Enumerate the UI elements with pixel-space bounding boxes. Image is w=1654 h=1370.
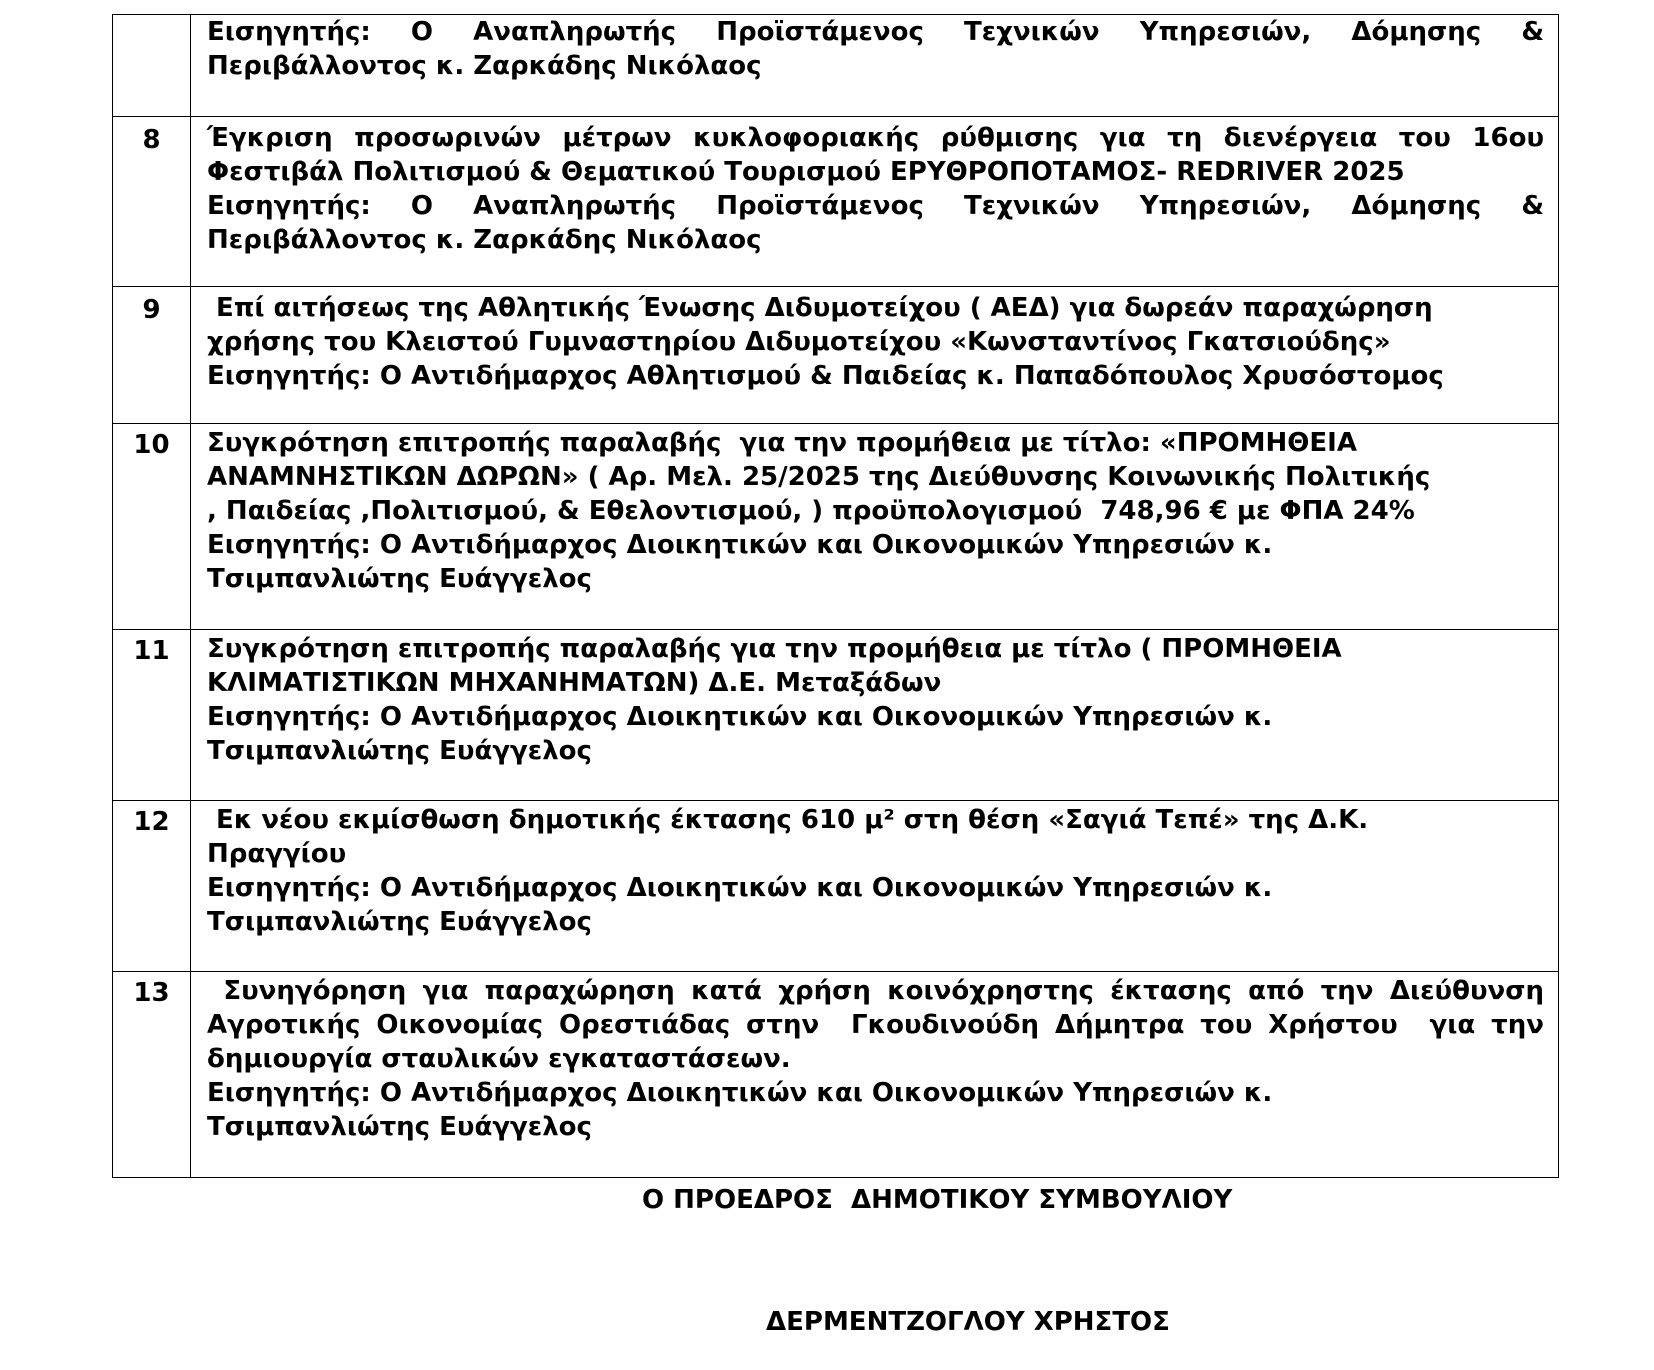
item-line: , Παιδείας ,Πολιτισμού, & Εθελοντισμού, ) προϋπολογισμού 748,96 € με ΦΠΑ 24% <box>207 496 1415 526</box>
table-row <box>113 630 1559 801</box>
item-content-cell <box>191 424 1559 630</box>
agenda-table <box>112 14 1559 1178</box>
item-number-cell <box>113 424 191 630</box>
item-line: Τσιμπανλιώτης Ευάγγελος <box>207 1112 592 1142</box>
table-row <box>113 117 1559 287</box>
item-number: 8 <box>142 125 161 155</box>
item-number-cell <box>113 801 191 972</box>
item-content-cell <box>191 287 1559 424</box>
item-line: Εισηγητής: Ο Αντιδήμαρχος Διοικητικών και Οικονομικών Υπηρεσιών κ. <box>207 873 1273 903</box>
item-line: Συνηγόρηση για παραχώρηση κατά χρήση κοινόχρηστης έκτασης από την Διεύθυνση <box>207 976 1544 1006</box>
item-line: Φεστιβάλ Πολιτισμού & Θεματικού Τουρισμού ΕΡΥΘΡΟΠΟΤΑΜΟΣ- REDRIVER 2025 <box>207 157 1405 187</box>
item-line: Αγροτικής Οικονομίας Ορεστιάδας στην Γκουδινούδη Δήμητρα του Χρήστου για την <box>207 1010 1544 1040</box>
table-row <box>113 15 1559 117</box>
item-content-cell <box>191 801 1559 972</box>
item-content-cell <box>191 117 1559 287</box>
item-line: Εισηγητής: Ο Αντιδήμαρχος Διοικητικών και Οικονομικών Υπηρεσιών κ. <box>207 702 1273 732</box>
item-content-cell <box>191 15 1559 117</box>
item-line: χρήσης του Κλειστού Γυμναστηρίου Διδυμοτείχου «Κωνσταντίνος Γκατσιούδης» <box>207 327 1391 357</box>
item-line: Εισηγητής: Ο Αντιδήμαρχος Διοικητικών και Οικονομικών Υπηρεσιών κ. <box>207 530 1273 560</box>
item-line: Περιβάλλοντος κ. Ζαρκάδης Νικόλαος <box>207 51 762 81</box>
item-line: ΑΝΑΜΝΗΣΤΙΚΩΝ ΔΩΡΩΝ» ( Αρ. Μελ. 25/2025 της Διεύθυνσης Κοινωνικής Πολιτικής <box>207 462 1431 492</box>
signature-name: ΔΕΡΜΕΝΤΖΟΓΛΟΥ ΧΡΗΣΤΟΣ <box>766 1307 1170 1337</box>
item-line: Τσιμπανλιώτης Ευάγγελος <box>207 907 592 937</box>
item-number-cell <box>113 630 191 801</box>
item-line: Περιβάλλοντος κ. Ζαρκάδης Νικόλαος <box>207 225 762 255</box>
item-number: 10 <box>133 430 170 460</box>
item-line: Εισηγητής: Ο Αναπληρωτής Προϊστάμενος Τεχνικών Υπηρεσιών, Δόμησης & <box>207 191 1544 221</box>
item-line: Συγκρότηση επιτροπής παραλαβής για την προμήθεια με τίτλο ( ΠΡΟΜΗΘΕΙΑ <box>207 634 1342 664</box>
table-row <box>113 801 1559 972</box>
item-line: Εκ νέου εκμίσθωση δημοτικής έκτασης 610 μ² στη θέση «Σαγιά Τεπέ» της Δ.Κ. <box>207 805 1369 835</box>
item-number-cell <box>113 15 191 117</box>
item-number: 13 <box>133 978 170 1008</box>
item-line: Έγκριση προσωρινών μέτρων κυκλοφοριακής ρύθμισης για τη διενέργεια του 16ου <box>207 123 1544 153</box>
signature-title: Ο ΠΡΟΕΔΡΟΣ ΔΗΜΟΤΙΚΟΥ ΣΥΜΒΟΥΛΙΟΥ <box>642 1185 1233 1215</box>
item-line: Επί αιτήσεως της Αθλητικής Ένωσης Διδυμοτείχου ( ΑΕΔ) για δωρεάν παραχώρηση <box>207 293 1433 323</box>
item-number-cell <box>113 287 191 424</box>
item-line: Συγκρότηση επιτροπής παραλαβής για την προμήθεια με τίτλο: «ΠΡΟΜΗΘΕΙΑ <box>207 428 1357 458</box>
item-line: Εισηγητής: Ο Αντιδήμαρχος Αθλητισμού & Παιδείας κ. Παπαδόπουλος Χρυσόστομος <box>207 361 1444 391</box>
item-line: Τσιμπανλιώτης Ευάγγελος <box>207 564 592 594</box>
item-number-cell <box>113 972 191 1178</box>
item-number: 12 <box>133 807 170 837</box>
item-line: Εισηγητής: Ο Αναπληρωτής Προϊστάμενος Τεχνικών Υπηρεσιών, Δόμησης & <box>207 17 1544 47</box>
item-number: 11 <box>133 636 170 666</box>
item-number: 9 <box>142 295 161 325</box>
item-line: Τσιμπανλιώτης Ευάγγελος <box>207 736 592 766</box>
item-line: Εισηγητής: Ο Αντιδήμαρχος Διοικητικών και Οικονομικών Υπηρεσιών κ. <box>207 1078 1273 1108</box>
item-line: Πραγγίου <box>207 839 347 869</box>
item-line: δημιουργία σταυλικών εγκαταστάσεων. <box>207 1044 791 1074</box>
item-number-cell <box>113 117 191 287</box>
item-content-cell <box>191 972 1559 1178</box>
item-line: ΚΛΙΜΑΤΙΣΤΙΚΩΝ ΜΗΧΑΝΗΜΑΤΩΝ) Δ.Ε. Μεταξάδων <box>207 668 942 698</box>
table-row <box>113 287 1559 424</box>
item-content-cell <box>191 630 1559 801</box>
table-row <box>113 424 1559 630</box>
table-row <box>113 972 1559 1178</box>
